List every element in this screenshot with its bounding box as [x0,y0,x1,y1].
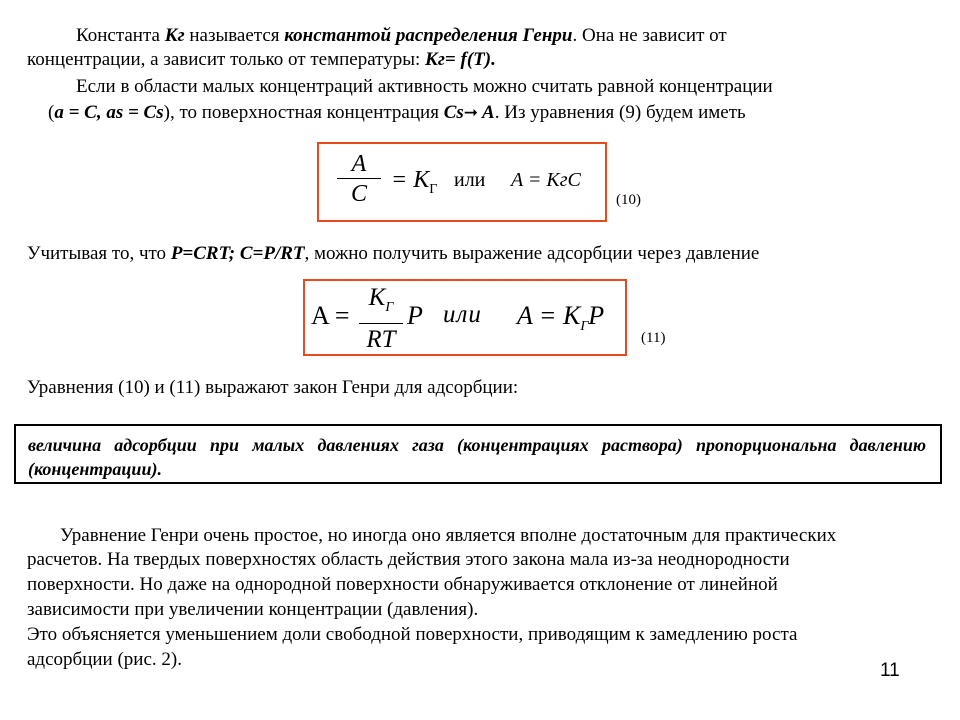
equation-10-number: (10) [616,192,641,208]
eq11-numerator: $K_Г$ [368,284,394,315]
para4-line3: поверхности. Но даже на однородной поверхности обнаруживается отклонение от линейной [27,574,778,595]
para4-line6: адсорбции (рис. 2). [27,649,182,670]
para1-line4: (a = C, as = Cs), то поверхностная концентрация Cs➞ A. Из уравнения (9) будем иметь [48,102,746,123]
eq11-denominator: RT [366,326,396,353]
eq11-lhs: A = [311,301,350,330]
eq11-rhs: $A = K_ГP$ [517,301,605,335]
para1-line2: концентрации, а зависит только от температуры: Кг= f(T). [27,49,496,70]
eq11-p: P [407,301,423,330]
eq11-or: или [443,301,482,328]
eq10-fraction [337,150,381,209]
equation-11-number: (11) [641,330,666,346]
para2-line: Учитывая то, что P=CRT; C=P/RT, можно получить выражение адсорбции через давление [27,243,760,264]
eq10-numerator: A [351,151,367,177]
eq10-rhs: = $K_Г$ [391,167,438,197]
eq11-fraction [359,283,403,356]
para4-line1: Уравнение Генри очень простое, но иногда оно является вполне достаточным для практических [60,525,837,546]
para4-line2: расчетов. На твердых поверхностях область действия этого закона мала из-за неоднородности [27,549,790,570]
eq10-alt: A = KгC [511,169,581,191]
para4-line4: зависимости при увеличении концентрации (давления). [27,599,479,620]
henry-law-statement-box [14,424,942,484]
para1-line3: Если в области малых концентраций активность можно считать равной концентрации [76,76,773,97]
eq10-or: или [454,169,486,191]
para1-line1: Константа Кг называется константой распределения Генри. Она не зависит от [76,25,727,46]
para4-line5: Это объясняется уменьшением доли свободной поверхности, приводящим к замедлению роста [27,624,798,645]
equation-10-box [317,142,607,222]
arrow-icon: ➞ [463,103,479,123]
henry-law-statement: величина адсорбции при малых давлениях газа (концентрациях раствора) пропорциональна давлению (концентрации). [28,435,926,479]
page-number: 11 [880,660,900,681]
equation-11-box [303,279,627,356]
para3-line: Уравнения (10) и (11) выражают закон Генри для адсорбции: [27,377,519,398]
eq10-denominator: C [350,181,367,207]
